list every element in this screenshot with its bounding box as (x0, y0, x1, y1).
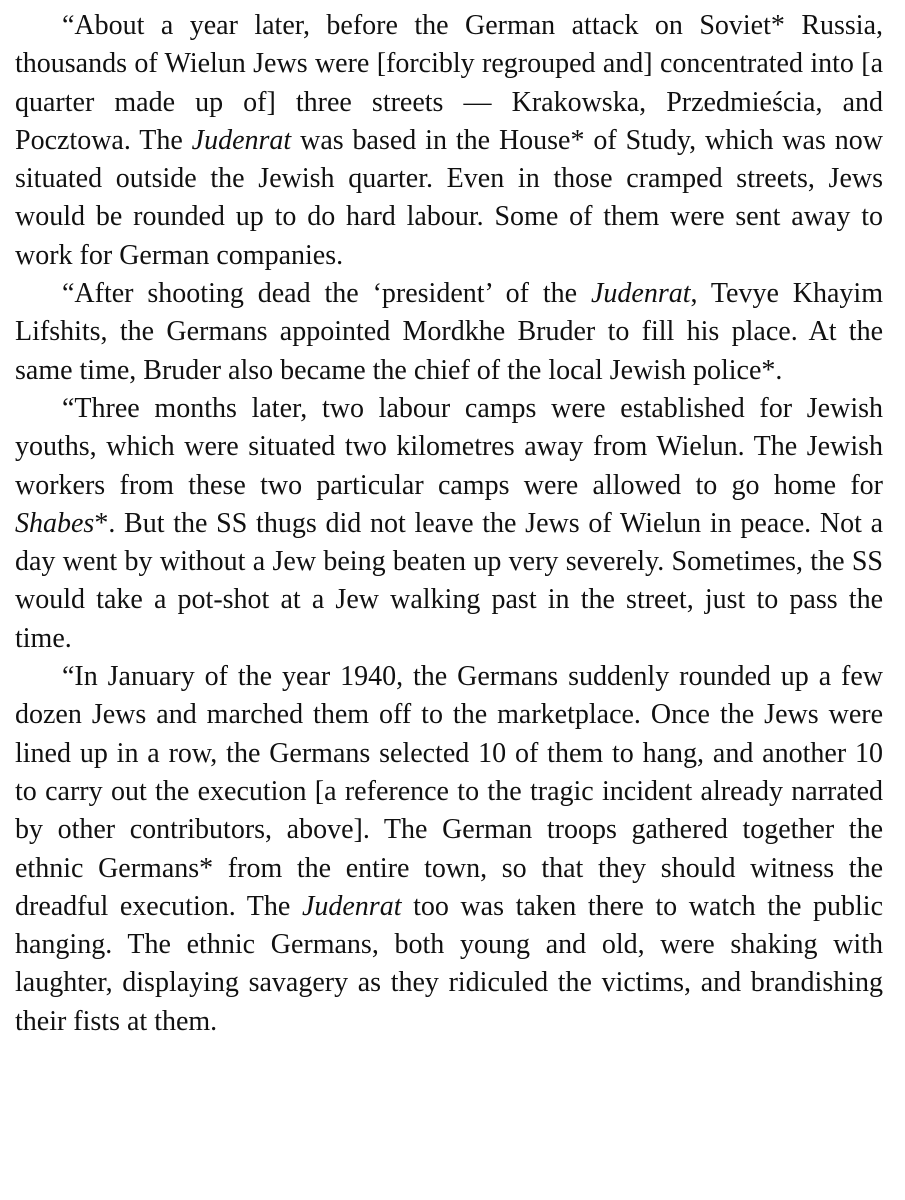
paragraph-3-text-1: “Three months later, two labour camps were established for Jewish youths, which were situated two kilometres away from Wielun. The Jewish workers from these two particular camps were allowed to go home for (15, 392, 883, 501)
paragraph-4-text-2: too was taken there to watch the public hanging. The ethnic Germans, both young and old, were shaking with laughter, displaying savagery as they ridiculed the victims, and brandishing their fists at them. (15, 890, 884, 1037)
paragraph-4-italic-judenrat: Judenrat (301, 890, 402, 922)
paragraph-2-text-2: , Tevye Khayim Lifshits, the Germans appointed Mordkhe Bruder to fill his place. At the same time, Bruder also became the chief of the local Jewish police*. (15, 278, 883, 386)
paragraph-2-italic-judenrat: Judenrat (590, 278, 691, 310)
paragraph-2-text-1: “After shooting dead the ‘president’ of the (62, 278, 591, 310)
paragraph-1 (15, 7, 883, 275)
paragraph-3-text-2: *. But the SS thugs did not leave the Jews of Wielun in peace. Not a day went by without a Jew being beaten up very severely. Sometimes, the SS would take a pot-shot at a Jew walking past in the street, just to pass the time. (15, 507, 883, 654)
paragraph-3 (15, 390, 883, 658)
paragraph-1-text-2: was based in the House* of Study, which was now situated outside the Jewish quarter. Even in those cramped streets, Jews would be rounded up to do hard labour. Some of them were sent away to work for German companies. (15, 124, 883, 271)
paragraph-1-text-1: “About a year later, before the German attack on Soviet* Russia, thousands of Wielun Jews were [forcibly regrouped and] concentrated into [a quarter made up of] three streets — Krakowska, Przedmieścia, and Pocztowa. The (15, 10, 883, 156)
paragraph-4 (15, 658, 883, 1041)
paragraph-2 (15, 275, 883, 390)
paragraph-3-italic-shabes: Shabes (15, 507, 95, 539)
paragraph-1-italic-judenrat: Judenrat (191, 124, 292, 156)
paragraph-4-text-1: “In January of the year 1940, the Germans suddenly rounded up a few dozen Jews and marched them off to the marketplace. Once the Jews were lined up in a row, the Germans selected 10 of them to hang, and another 10 to carry out the execution [a reference to the tragic incident already narrated by other contributors, above]. The German troops gathered together the ethnic Germans* from the entire town, so that they should witness the dreadful execution. The (15, 661, 883, 922)
